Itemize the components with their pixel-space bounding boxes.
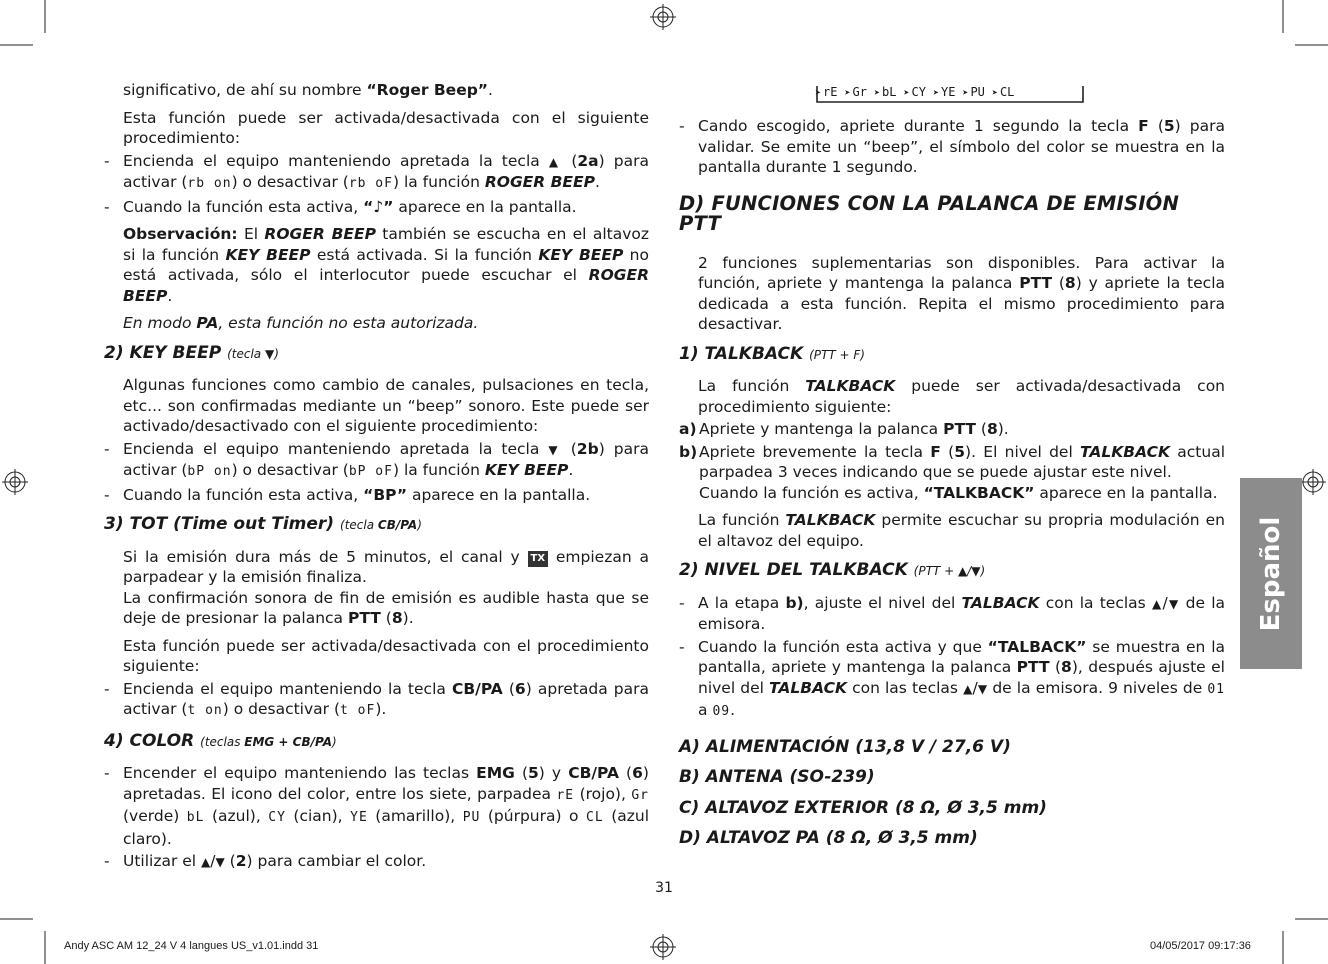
down-arrow-icon: ▼ xyxy=(264,346,275,361)
cycle-color-code: bL xyxy=(882,85,897,99)
color-heading: 4) COLOR (teclas EMG + CB/PA) xyxy=(104,730,337,751)
roger-beep-step-1: - Encienda el equipo manteniendo apretada la tecla ▲ (2a) para activar (rb on) o desactivar (rb oF) la función ROGER BEEP. xyxy=(104,151,649,195)
talkback-level-step-1: - A la etapa b), ajuste el nivel del TALBACK con la teclas ▲/▼ de la emisora. xyxy=(679,593,1225,635)
cycle-color-code: CL xyxy=(999,85,1015,99)
key-beep-description: Algunas funciones como cambio de canales, pulsaciones en tecla, etc... son confirmadas mediante un “beep” sonoro. Este puede ser activado/desactivado con el siguiente procedimiento: xyxy=(123,376,649,435)
up-arrow-icon: ▲ xyxy=(548,154,563,169)
down-arrow-icon: ▼ xyxy=(977,681,988,696)
language-side-tab xyxy=(1240,478,1302,669)
cycle-spacer xyxy=(679,80,1225,116)
registration-mark-top-icon xyxy=(650,4,676,30)
cycle-arrow-icon: ➤ xyxy=(962,88,969,99)
tot-step-1: - Encienda el equipo manteniendo la tecla CB/PA (6) apretada para activar (t on) o desactivar (t oF). xyxy=(104,679,649,722)
tot-heading: 3) TOT (Time out Timer) (tecla CB/PA) xyxy=(104,514,422,534)
up-arrow-icon: ▲ xyxy=(963,681,973,696)
ptt-functions-description: 2 funciones suplementarias son disponibles. Para activar la función, apriete y mantenga la palanca PTT (8) y apriete la tecla dedicada a esta función. Repita el mismo procedimiento para desactivar. xyxy=(698,253,1225,333)
color-step-2: - Utilizar el ▲/▼ (2) para cambiar el color. xyxy=(104,851,649,873)
color-step-1: - Encender el equipo manteniendo las teclas EMG (5) y CB/PA (6) apretadas. El icono del color, entre los siete, parpadea rE (rojo), Gr (verde) bL (azul), CY (cian), YE (amarillo), PU (púrpura) o CL (azul claro). xyxy=(104,763,649,849)
cycle-arrow-icon: ➤ xyxy=(873,88,880,99)
talkback-step-a: a) Apriete y mantenga la palanca PTT (8). xyxy=(679,420,1009,438)
cycle-arrow-icon: ➤ xyxy=(991,88,998,99)
down-arrow-icon: ▼ xyxy=(548,442,562,457)
talkback-level-heading: 2) NIVEL DEL TALKBACK (PTT + ▲/▼) xyxy=(679,560,986,580)
cycle-color-code: YE xyxy=(940,85,956,99)
key-beep-step-2: - Cuando la función esta activa, “BP” aparece en la pantalla. xyxy=(104,485,649,506)
up-arrow-icon: ▲ xyxy=(957,564,968,578)
registration-mark-left-icon xyxy=(2,469,28,495)
talkback-description: La función TALKBACK puede ser activada/desactivada con procedimiento siguiente: xyxy=(698,377,1225,416)
page-number: 31 xyxy=(655,880,673,896)
talkback-step-b: b) Apriete brevemente la tecla F (5). El nivel del TALKBACK actual parpadea 3 veces indicando que se puede ajustar este nivel. Cuando la función es activa, “TALKBACK” aparece en la pantalla. xyxy=(679,442,1225,502)
roger-beep-step-2: - Cuando la función esta activa, “♪” aparece en la pantalla. xyxy=(104,197,649,218)
up-arrow-icon: ▲ xyxy=(1151,596,1163,611)
registration-mark-right-icon xyxy=(1300,469,1326,495)
cycle-color-code: rE xyxy=(823,85,838,99)
up-arrow-icon: ▲ xyxy=(201,855,211,869)
pa-mode-note: En modo PA, esta función no esta autorizada. xyxy=(123,314,479,332)
cycle-arrow-icon: ➤ xyxy=(844,88,851,99)
down-arrow-icon: ▼ xyxy=(1167,596,1180,611)
cycle-color-code: Gr xyxy=(852,85,867,99)
right-column xyxy=(679,80,1225,859)
talkback-note: La función TALKBACK permite escuchar su propria modulación en el altavoz del equipo. xyxy=(698,511,1226,550)
spec-antenna: B) ANTENA (SO-239) xyxy=(679,767,875,787)
down-arrow-icon: ▼ xyxy=(971,564,981,578)
tot-procedure: Esta función puede ser activada/desactivada con el procedimiento siguiente: xyxy=(123,636,649,675)
spec-external-speaker: C) ALTAVOZ EXTERIOR (8 Ω, Ø 3,5 mm) xyxy=(679,797,1047,818)
registration-mark-bottom-icon xyxy=(650,934,676,960)
key-beep-step-1: - Encienda el equipo manteniendo apretada la tecla ▼ (2b) para activar (bP on) o desactivar (bP oF) la función KEY BEEP. xyxy=(104,439,649,483)
slug-date-time: 04/05/2017 09:17:36 xyxy=(1150,940,1251,952)
tot-description: Si la emisión dura más de 5 minutos, el canal y TX empiezan a parpadear y la emisión finaliza. La confirmación sonora de fin de emisión es audible hasta que se deje de presionar la palanca PTT (8). xyxy=(123,547,649,627)
ptt-functions-heading: D) FUNCIONES CON LA PALANCA DE EMISIÓN PTT xyxy=(679,191,1179,235)
left-column xyxy=(104,80,649,875)
key-beep-heading: 2) KEY BEEP (tecla ▼) xyxy=(104,342,279,363)
cycle-arrow-icon: ➤ xyxy=(815,88,822,99)
talkback-level-step-2: - Cuando la función esta activa y que “TALBACK” se muestra en la pantalla, apriete y mantenga la palanca PTT (8), después ajuste el nivel del TALBACK con las teclas ▲/▼ de la emisora. 9 niveles de 01 a 09. xyxy=(679,637,1225,723)
spec-pa-speaker: D) ALTAVOZ PA (8 Ω, Ø 3,5 mm) xyxy=(679,828,978,848)
down-arrow-icon: ▼ xyxy=(215,855,225,869)
slug-file-name: Andy ASC AM 12_24 V 4 langues US_v1.01.indd 31 xyxy=(64,940,319,952)
cycle-color-code: PU xyxy=(970,85,985,99)
cycle-arrow-icon: ➤ xyxy=(932,88,939,99)
cycle-color-code: CY xyxy=(911,85,926,99)
spec-power-supply: A) ALIMENTACIÓN (13,8 V / 27,6 V) xyxy=(679,736,1011,757)
roger-beep-procedure: Esta función puede ser activada/desactivada con el siguiente procedimiento: xyxy=(123,108,649,147)
roger-beep-intro: significativo, de ahí su nombre “Roger Beep”. xyxy=(123,81,493,99)
talkback-heading: 1) TALKBACK (PTT + F) xyxy=(679,343,865,364)
cycle-arrow-icon: ➤ xyxy=(903,88,910,99)
observation-note: Observación: El ROGER BEEP también se escucha en el altavoz si la función KEY BEEP está activada. Si la función KEY BEEP no está activada, sólo el interlocutor puede escuchar el ROGER BEEP. xyxy=(123,225,649,305)
color-select-step: - Cando escogido, apriete durante 1 segundo la tecla F (5) para validar. Se emite un “beep”, el símbolo del color se muestra en la pantalla durante 1 segundo. xyxy=(679,116,1225,178)
language-tab-label: Español xyxy=(1256,516,1286,631)
tx-indicator-icon: TX xyxy=(528,551,549,567)
